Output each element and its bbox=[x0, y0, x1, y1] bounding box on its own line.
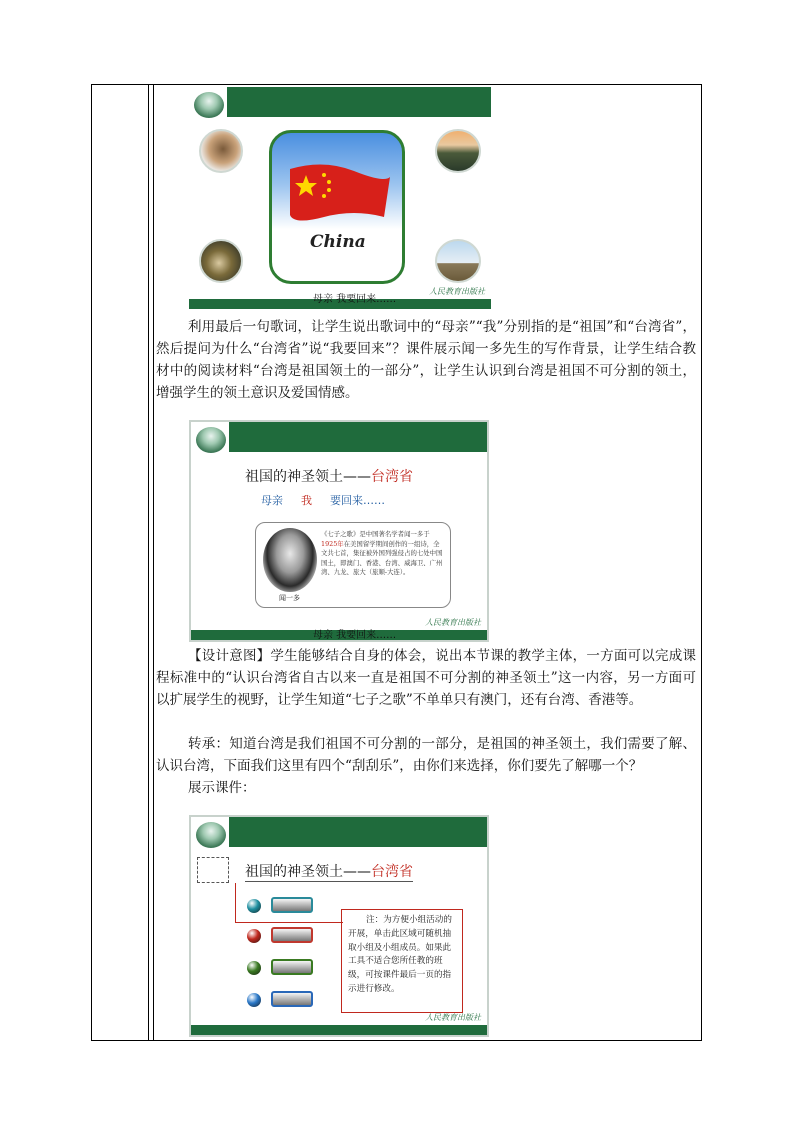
paragraph-transition: 转承：知道台湾是我们祖国不可分割的一部分，是祖国的神圣领土，我们需要了解、认识台湾，下面我们这里有四个“刮刮乐”，由你们来选择，你们要先了解哪一个？ bbox=[156, 736, 696, 774]
scratch-card-4[interactable] bbox=[271, 991, 313, 1007]
portrait-photo bbox=[263, 528, 317, 592]
title-highlight: 台湾省 bbox=[371, 469, 413, 485]
ball-3[interactable] bbox=[247, 961, 261, 975]
publisher-logo: 人民教育出版社 bbox=[425, 618, 481, 627]
paragraph-1: 利用最后一句歌词，让学生说出歌词中的“母亲”“我”分别指的是“祖国”和“台湾省”，然后提问为什么“台湾省”说“我要回来”？课件展示闻一多先生的写作背景，让学生结合教材中的阅读材料“台湾是祖国领土的一部分”，让学生认识到台湾是祖国不可分割的领土，增强学生的领土意识及爱国情感。 bbox=[156, 319, 696, 401]
portrait-name: 闻一多 bbox=[279, 594, 300, 602]
photo-mountain bbox=[199, 239, 243, 283]
paragraph-show-slides: 展示课件： bbox=[188, 780, 256, 796]
slide-subtitle: 母亲 我 要回来…… bbox=[261, 494, 385, 507]
scratch-card-1[interactable] bbox=[271, 897, 313, 913]
scratch-card-2[interactable] bbox=[271, 927, 313, 943]
table-col-divider bbox=[149, 85, 154, 1040]
slide-header-bar bbox=[229, 422, 489, 452]
dashed-box bbox=[197, 857, 229, 883]
note-text: 注：为方便小组活动的开展，单击此区域可随机抽取小组及小组成员。如果此工具不适合您所任教的班级，可按课件最后一页的指示进行修改。 bbox=[348, 915, 452, 994]
publisher-logo: 人民教育出版社 bbox=[425, 1013, 481, 1022]
slide-header-bar bbox=[227, 87, 491, 117]
table-col-step bbox=[92, 85, 149, 1040]
slide-wen-yiduo bbox=[189, 420, 489, 642]
slide-title: 祖国的神圣领土——台湾省 bbox=[245, 861, 413, 882]
bio-text: 《七子之歌》是中国著名学者闻一多于1925年在美国留学期间创作的一组诗，全文共七首，集征被外国列强侵占的七处中国国土，即澳门、香港、台湾、威海卫、广州湾、九龙、旅大（旅顺-大连）。 bbox=[321, 530, 443, 576]
slide-logo bbox=[194, 820, 228, 850]
flag-frame bbox=[269, 130, 405, 284]
connector-line-h bbox=[235, 922, 343, 923]
slide-flag bbox=[189, 87, 491, 309]
slide-footer-bar bbox=[191, 1025, 487, 1035]
title-highlight: 台湾省 bbox=[371, 864, 413, 880]
slide-scratch-cards bbox=[189, 815, 489, 1037]
connector-line bbox=[235, 883, 236, 923]
photo-landscape bbox=[435, 129, 481, 173]
slide-logo bbox=[194, 425, 228, 455]
ball-4[interactable] bbox=[247, 993, 261, 1007]
publisher-logo: 人民教育出版社 bbox=[429, 287, 485, 296]
scratch-card-3[interactable] bbox=[271, 959, 313, 975]
ball-2[interactable] bbox=[247, 929, 261, 943]
photo-monument bbox=[435, 239, 481, 283]
paragraph-design-intent: 【设计意图】学生能够结合自身的体会，说出本节课的教学主体，一方面可以完成课程标准中的“认识台湾省自古以来一直是祖国不可分割的神圣领土”这一内容，另一方面可以扩展学生的视野，让学生知道“七子之歌”不单单只有澳门，还有台湾、香港等。 bbox=[156, 648, 696, 708]
ball-1[interactable] bbox=[247, 899, 261, 913]
slide-caption: 母亲 我要回来…… bbox=[313, 630, 397, 641]
china-flag-icon bbox=[284, 159, 405, 239]
photo-statue bbox=[199, 129, 243, 173]
slide-header-bar bbox=[229, 817, 489, 847]
flag-text: China bbox=[310, 232, 366, 252]
note-box[interactable] bbox=[341, 909, 463, 1013]
slide-logo bbox=[192, 90, 226, 120]
slide-caption: 母亲 我要回来…… bbox=[313, 294, 397, 305]
slide-title: 祖国的神圣领土——台湾省 bbox=[245, 469, 413, 485]
